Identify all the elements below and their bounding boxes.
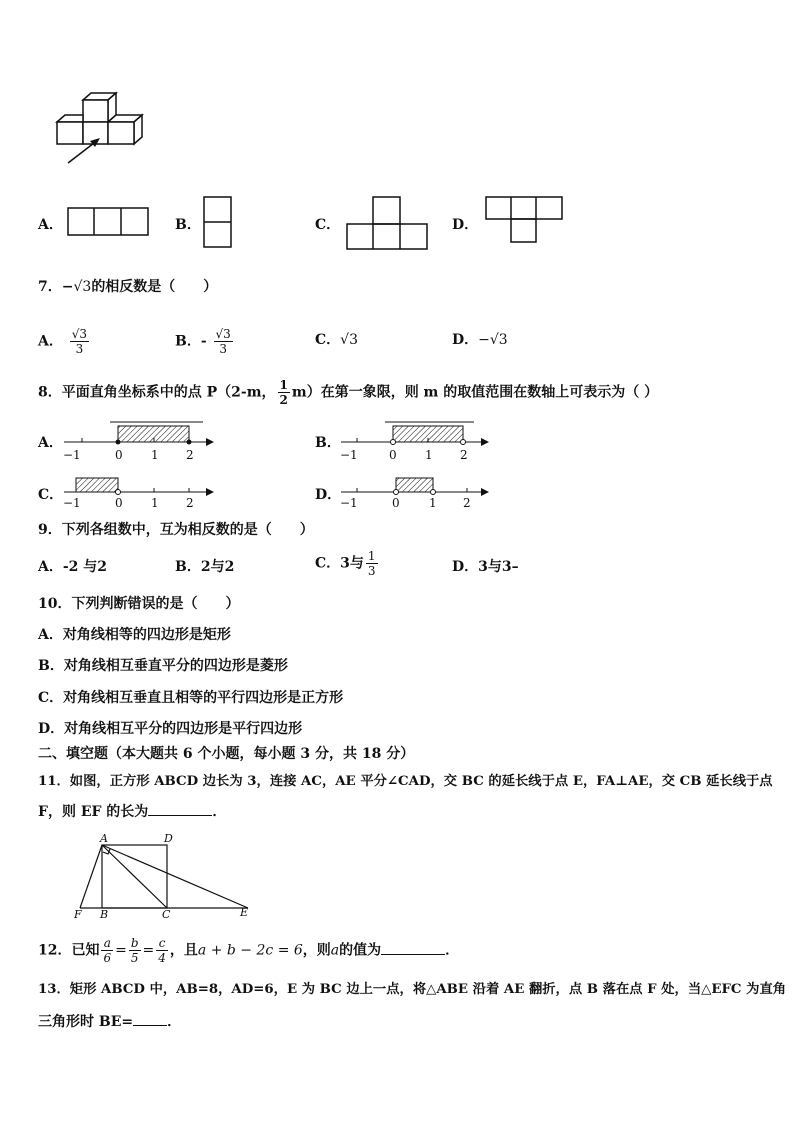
q6-option-a-shape — [67, 207, 149, 237]
q7-c-value: √3 — [340, 332, 358, 348]
q13-line1: 13．矩形 ABCD 中，AB=8，AD=6，E 为 BC 边上一点，将△ABE 沿着 AE 翻折，点 B 落在点 F 处，当△EFC 为直角 — [38, 982, 787, 997]
q7-option-b — [175, 327, 235, 356]
cube-stack-figure — [50, 85, 160, 175]
q8-b-tick-neg1: −1 — [340, 448, 358, 462]
q12-tail: 的值为 — [339, 942, 382, 959]
q8-c-tick-neg1: −1 — [63, 496, 81, 510]
q7-number: 7． — [38, 279, 62, 295]
q10-option-d: D．对角线相互平分的四边形是平行四边形 — [38, 721, 303, 737]
q9-option-c — [315, 549, 380, 578]
q13-answer-blank — [133, 1025, 167, 1026]
q12-period: ． — [445, 942, 460, 959]
q11-label-b: B — [100, 908, 109, 921]
q11-line1: 11．如图，正方形 ABCD 边长为 3，连接 AC，AE 平分∠CAD，交 BC 的延长线于点 E，FA⊥AE，交 CB 延长线于点 — [38, 774, 773, 789]
q12-variable: a — [330, 942, 340, 959]
q11-label-d: D — [164, 832, 173, 845]
q9-option-c-label: C．3与 — [315, 555, 364, 572]
q8-b-tick-1: 1 — [425, 448, 433, 462]
q12-eq2: = — [142, 942, 155, 959]
q12-f2-num: b — [130, 936, 139, 950]
q8-a-tick-2: 2 — [186, 448, 194, 462]
q12-f3-den: 4 — [158, 951, 166, 965]
q9-option-a: A．-2 与2 — [38, 559, 108, 575]
q12-f1-num: a — [101, 936, 113, 951]
q8-d-tick-2: 2 — [463, 496, 471, 510]
q7-option-a-label: A． — [38, 333, 63, 350]
q9-c-denominator: 3 — [367, 564, 376, 578]
q11-label-a: A — [100, 832, 108, 845]
q11-label-c: C — [162, 908, 171, 921]
q8-a-tick-1: 1 — [151, 448, 159, 462]
q10-option-b: B．对角线相互垂直平分的四边形是菱形 — [38, 658, 288, 674]
q10-stem: 10．下列判断错误的是（ ） — [38, 596, 240, 612]
q8-b-tick-2: 2 — [460, 448, 468, 462]
q7-option-c — [315, 329, 358, 349]
q8-c-tick-2: 2 — [186, 496, 194, 510]
q6-option-b-label: B． — [175, 217, 201, 233]
q7-a-denominator: 3 — [75, 342, 84, 356]
section-title: 二、填空题（本大题共 6 个小题，每小题 3 分，共 18 分） — [38, 746, 415, 762]
q8-option-b-label: B． — [315, 435, 341, 451]
q11-period: ． — [212, 804, 227, 820]
q7-minus: − — [61, 279, 74, 295]
q12-f3-num: c — [156, 936, 168, 951]
q7-option-d — [452, 329, 508, 349]
q8-number-line-d — [337, 472, 497, 520]
q10-option-c: C．对角线相互垂直且相等的平行四边形是正方形 — [38, 690, 344, 706]
q12-line — [38, 936, 459, 965]
q8-option-a-label: A． — [38, 435, 63, 451]
q8-frac-denominator: 2 — [279, 393, 288, 407]
q10-option-a: A．对角线相等的四边形是矩形 — [38, 627, 231, 643]
q6-option-c-label: C． — [315, 217, 341, 233]
q7-a-numerator: √3 — [71, 327, 88, 341]
q8-b-tick-0: 0 — [389, 448, 397, 462]
q13-period: ． — [167, 1014, 182, 1030]
q7-option-a — [38, 327, 91, 356]
q8-stem-part1: 8．平面直角坐标系中的点 P（2-m， — [38, 384, 276, 401]
q7-option-d-label: D． — [452, 332, 479, 348]
q6-option-c-shape — [346, 196, 428, 251]
q8-option-c-label: C． — [38, 487, 64, 503]
q8-d-tick-neg1: −1 — [340, 496, 358, 510]
q9-option-b: B．2与2 — [175, 559, 235, 575]
q12-eq1: = — [115, 942, 127, 959]
q7-b-sign: - — [200, 333, 207, 350]
q12-prefix: 12．已知 — [38, 942, 100, 959]
q8-frac-numerator: 1 — [279, 378, 288, 392]
q6-option-d-label: D． — [452, 217, 479, 233]
q8-number-line-c — [60, 472, 220, 520]
q8-stem-part2: m）在第一象限，则 m 的取值范围在数轴上可表示为（ ） — [291, 384, 659, 401]
q7-b-numerator: √3 — [215, 327, 231, 341]
q12-f1-den: 6 — [103, 951, 112, 965]
q8-a-tick-neg1: −1 — [63, 448, 81, 462]
q11-line2 — [38, 801, 226, 821]
q7-stem — [38, 276, 217, 296]
q7-d-value: −√3 — [478, 332, 508, 348]
q6-option-d-shape — [485, 196, 565, 244]
q11-label-e: E — [240, 906, 249, 919]
q6-option-b-shape — [203, 196, 233, 248]
q12-expression: a + b − 2c = 6 — [197, 942, 303, 959]
q11-line2-text: F，则 EF 的长为 — [38, 804, 149, 820]
q8-a-tick-0: 0 — [115, 448, 123, 462]
q8-number-line-b — [337, 418, 497, 466]
q9-c-numerator: 1 — [367, 549, 376, 563]
q12-post: ，则 — [302, 942, 331, 959]
q9-option-d: D．3与3– — [452, 559, 519, 575]
q8-stem — [38, 378, 658, 407]
q8-d-tick-0: 0 — [392, 496, 400, 510]
q11-answer-blank — [148, 815, 212, 816]
q11-label-f: F — [74, 908, 82, 921]
q13-line2 — [38, 1011, 181, 1031]
q7-option-c-label: C． — [315, 332, 341, 348]
q7-stem-text: 的相反数是（ ） — [91, 279, 218, 295]
q8-c-tick-1: 1 — [151, 496, 159, 510]
q13-line2-text: 三角形时 BE= — [38, 1014, 134, 1030]
q8-c-tick-0: 0 — [115, 496, 123, 510]
q8-d-tick-1: 1 — [429, 496, 437, 510]
q7-option-b-label: B． — [175, 333, 201, 350]
q12-mid: ，且 — [169, 942, 198, 959]
q9-stem: 9．下列各组数中，互为相反数的是（ ） — [38, 522, 314, 538]
q7-b-denominator: 3 — [219, 342, 227, 356]
q7-sqrt: √3 — [73, 279, 92, 295]
q12-f2-den: 5 — [130, 951, 139, 965]
q6-option-a-label: A． — [38, 217, 63, 233]
q8-number-line-a — [60, 418, 220, 466]
q12-answer-blank — [381, 954, 445, 955]
q8-option-d-label: D． — [315, 487, 342, 503]
